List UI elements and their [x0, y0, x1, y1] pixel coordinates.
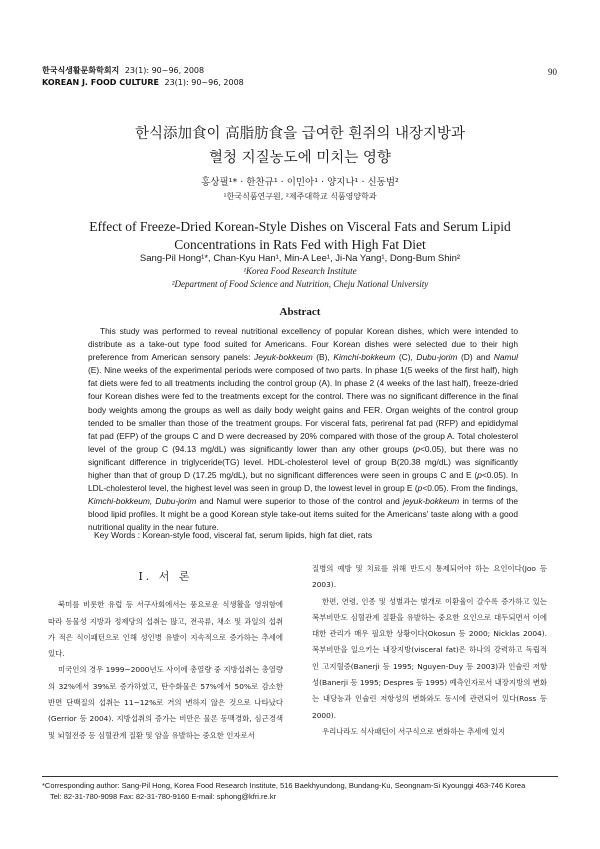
section-heading-introduction: I. 서 론: [138, 570, 193, 583]
citation-en: 23(1): 90~96, 2008: [164, 78, 244, 87]
running-header: [42, 65, 244, 89]
affiliation-en-2: ²Department of Food Science and Nutrition, Cheju National University: [171, 279, 429, 289]
page-number: 90: [548, 67, 557, 77]
journal-line-en: [42, 77, 244, 89]
keywords-text: Korean-style food, visceral fat, serum lipids, high fat diet, rats: [142, 530, 373, 540]
paragraph: 우리나라도 식사패턴이 서구식으로 변화하는 추세에 있지: [322, 726, 506, 736]
citation-ko: 23(1): 90~96, 2008: [124, 66, 205, 75]
keywords: [94, 530, 514, 540]
body-column-right: [312, 561, 547, 740]
title-korean-line1: 한식添加食이 高脂肪食을 급여한 흰쥐의 내장지방과: [134, 126, 466, 142]
journal-name-en: KOREAN J. FOOD CULTURE: [42, 78, 159, 87]
paragraph: 북미를 비롯한 유럽 등 서구사회에서는 풍요로운 식생활을 영위함에 따라 동물성 지방과 정제당의 섭취는 많고, 전곡류, 채소 및 과일의 섭취가 적은 식이패턴으로 인해 성인병 유발이 지속적으로 증가하는 추세에 있다.: [48, 600, 283, 659]
journal-line-ko: [42, 65, 244, 77]
journal-name-ko: 한국식생활문화학회지: [42, 66, 120, 75]
abstract-text: This study was performed to reveal nutritional excellency of popular Korean dishes, which were intended to distribute as a take-out type food suited for Americans. Four Korean dishes were selected due to their high preference from American sensory panels: Jeyuk-bokkeum (B), Kimchi-bokkeum (C), Dubu-jorim (D) and Namul (E). Nine weeks of the experimental periods were composed of two parts. In phase 1(5 weeks of the first half), high fat diets were fed to all treatments including the control group (A). In phase 2 (4 weeks of the last half), freeze-dried four Korean dishes were fed to the treatments except for the control. There was no significant difference in the final body weights among the groups as well as daily body weight gains and FER. Organ weights of the control group tended to be smaller than those of the treatment groups. For visceral fats, perirenal fat pad (RFP) and epididymal fat pad (EFP) of the groups C and D were decreased by 20% compared with those of the group A. Total cholesterol level of the group C (94.13 mg/dL) was significantly lower than any other groups (p<0.05), but there was no significant difference in triglyceride(TG) level. HDL-cholesterol level of group B(20.38 mg/dL) was significantly higher than that of group D (17.25 mg/dL), but no significant differences were seen in groups C and E (p<0.05). In LDL-cholesterol level, the highest level was seen in group D, the lowest level in group E (p<0.05). From the findings, Kimchi-bokkeum, Dubu-jorim and Namul were superior to those of the control and jeyuk-bokkeum in terms of the blood lipid profiles. It might be a good Korean style take-out items suited for the Americans' taste along with a good nutritional quality in the near future.: [88, 326, 519, 533]
affiliations-english: [0, 265, 600, 291]
authors-english: Sang-Pil Hong¹*, Chan-Kyu Han¹, Min-A Lee¹, Ji-Na Yang¹, Dong-Bum Shin²: [139, 253, 461, 264]
paragraph: 미국인의 경우 1999~2000년도 사이에 총열량 중 지방섭취는 총열량의 32%에서 39%로 증가하였고, 탄수화물은 57%에서 50%로 감소한 반면 단백질의 섭취는 11~12%로 거의 변하지 않은 것으로 나타났다(Gerrior 등 2004). 지방섭취의 증가는 비만은 물론 동맥경화, 심근경색 및 뇌혈전증 등 심혈관계 질환 및 암을 유발하는 중요한 인자로서: [48, 665, 283, 740]
authors-korean: 홍상필¹* · 한찬규¹ · 이민아¹ · 양지나¹ · 신동범²: [201, 177, 399, 188]
footnote-line1: *Corresponding author: Sang-Pil Hong, Korea Food Research Institute, 516 Baekhyundong, Bundang-Ku, Seongnam-Si Kyounggi 463-746 Korea: [42, 781, 526, 790]
title-english-line1: Effect of Freeze-Dried Korean-Style Dishes on Visceral Fats and Serum Lipid: [89, 219, 511, 234]
paragraph: 질병의 예방 및 치료를 위해 반드시 통제되어야 하는 요인이다(Joo 등 2003).: [312, 564, 547, 590]
affiliation-en-1: ¹Korea Food Research Institute: [243, 266, 357, 276]
footnote-divider: [42, 776, 558, 777]
title-korean-line2: 혈청 지질농도에 미치는 영향: [209, 150, 391, 166]
title-english-line2: Concentrations in Rats Fed with High Fat Diet: [174, 237, 426, 252]
title-english: [0, 218, 600, 254]
body-column-left: [48, 561, 283, 744]
affiliation-korean: ¹한국식품연구원, ²제주대학교 식품영양학과: [223, 192, 377, 201]
paragraph: 한편, 연령, 인종 및 성별과는 별개로 이환율이 갈수록 증가하고 있는 복부비만도 심혈관계 질환을 유발하는 중요한 요인으로 대두되면서 이에 대한 관리가 매우 필요한 상황이다(Okosun 등 2000; Nicklas 2004). 복부비만을 일으키는 내장지방(visceral fat)은 하나의 강력하고 독립적인 고지혈증(Banerji 등 1995; Nguyen-Duy 등 2003)과 인슐린 저항성(Banerji 등 1995; Despres 등 1995) 예측인자로서 내장지방의 변화는 내당능과 인슐린 저항성의 변화와도 동시에 관련되어 있다(Ross 등 2000).: [312, 596, 547, 720]
abstract-heading: Abstract: [279, 306, 321, 318]
title-korean: [0, 122, 600, 170]
footnote-line2: Tel: 82-31-780-9098 Fax: 82-31-780-9160 E-mail: sphong@kfri.re.kr: [50, 792, 277, 801]
keywords-label: Key Words :: [94, 530, 143, 540]
corresponding-author-footnote: [42, 780, 558, 802]
